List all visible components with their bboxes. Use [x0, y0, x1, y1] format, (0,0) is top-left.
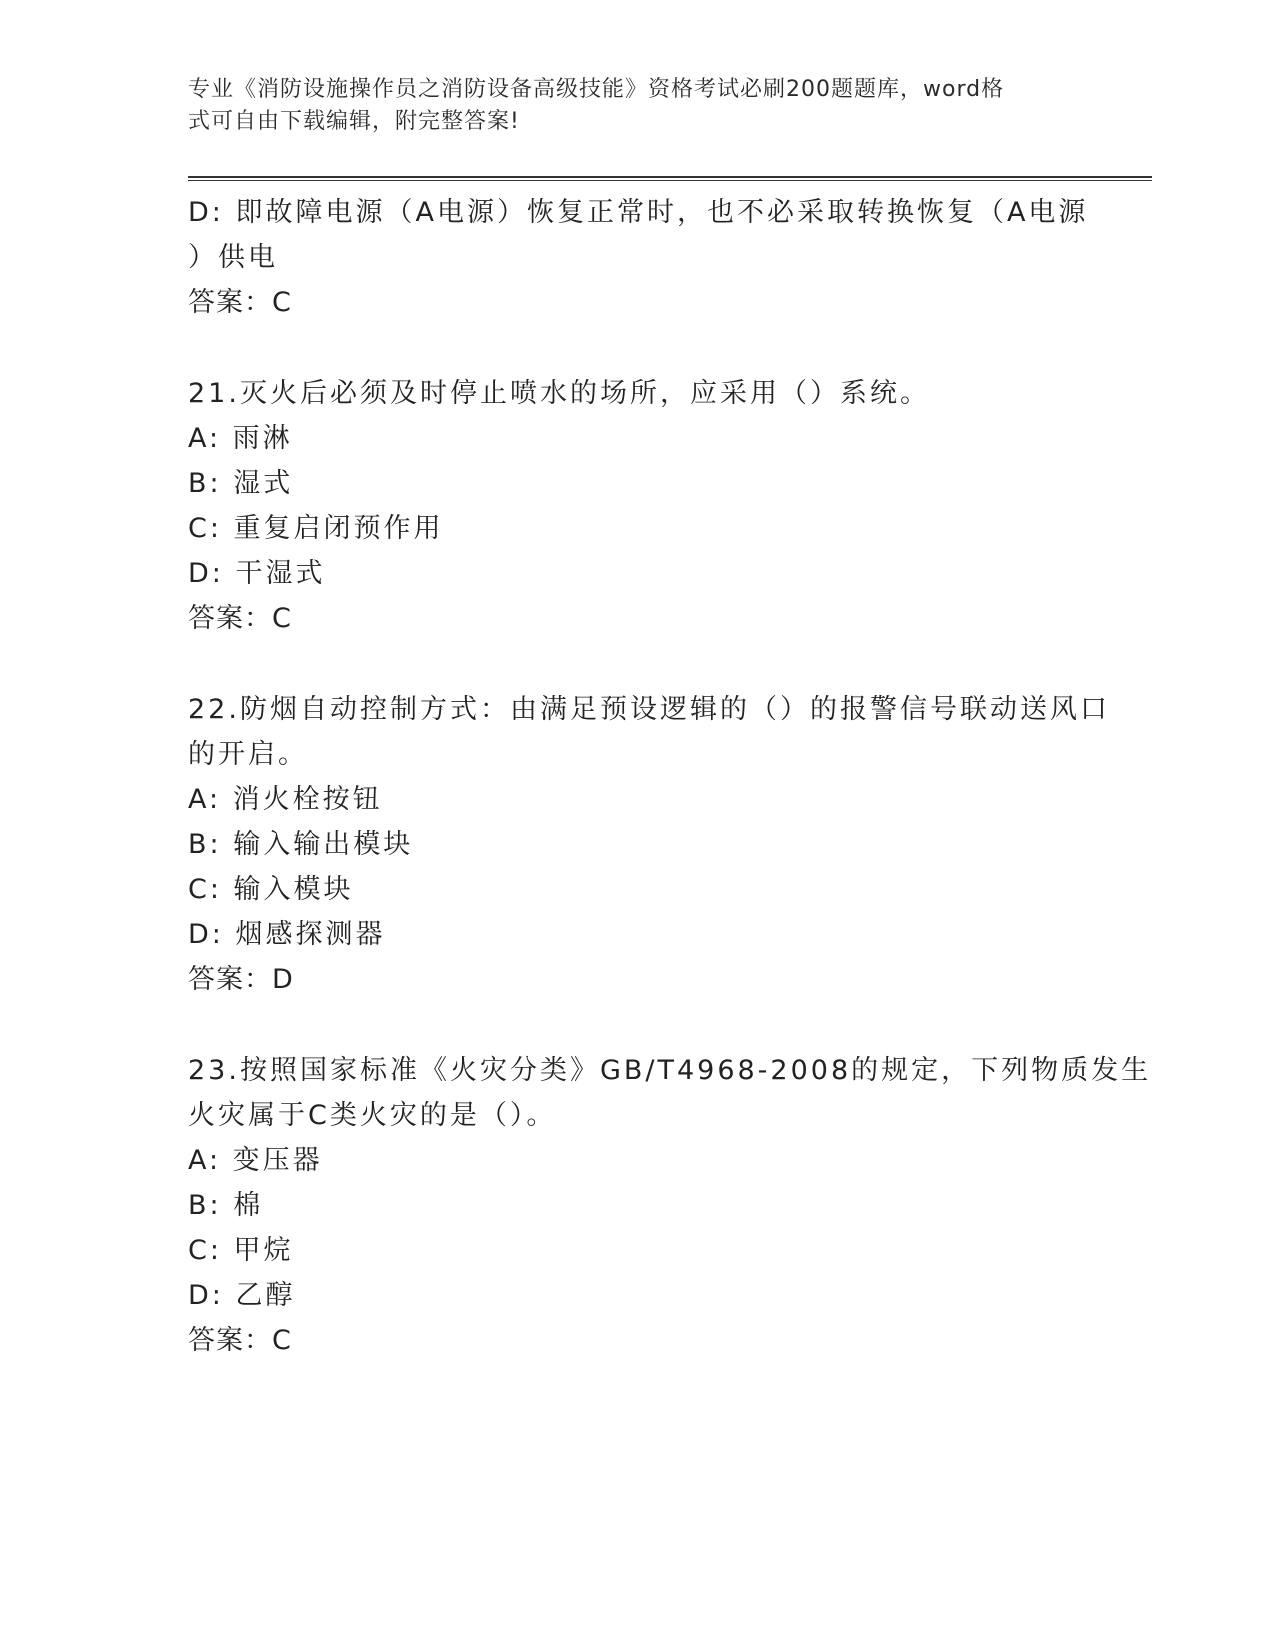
option-d-line-1: D: 即故障电源（A电源）恢复正常时，也不必采取转换恢复（A电源: [188, 197, 1089, 228]
header-divider: [188, 176, 1152, 181]
question-21: [188, 371, 1088, 641]
option-d-line-2: ）供电: [188, 242, 278, 273]
header-line-2: 式可自由下载编辑，附完整答案!: [188, 109, 520, 134]
option-c: C: 重复启闭预作用: [188, 513, 444, 544]
option-d: D: 烟感探测器: [188, 919, 386, 950]
option-b: B: 棉: [188, 1190, 264, 1221]
option-a: A: 雨淋: [188, 423, 293, 454]
question-stem-line-2: 的开启。: [188, 739, 308, 770]
option-a: A: 消火栓按钮: [188, 784, 383, 815]
option-b: B: 输入输出模块: [188, 829, 414, 860]
question-stem-line-2: 火灾属于C类火灾的是（）。: [188, 1100, 557, 1131]
question-stem: 21.灭火后必须及时停止喷水的场所，应采用（）系统。: [188, 378, 930, 409]
option-c: C: 输入模块: [188, 874, 354, 905]
question-stem-line-1: 23.按照国家标准《火灾分类》GB/T4968-2008的规定，下列物质发生: [188, 1055, 1152, 1086]
option-a: A: 变压器: [188, 1145, 323, 1176]
header-line-1: 专业《消防设施操作员之消防设备高级技能》资格考试必刷200题题库，word格: [188, 77, 1005, 102]
option-d: D: 干湿式: [188, 558, 326, 589]
document-header: [188, 74, 1068, 138]
option-d: D: 乙醇: [188, 1280, 296, 1311]
question-stem-line-1: 22.防烟自动控制方式：由满足预设逻辑的（）的报警信号联动送风口: [188, 694, 1110, 725]
question-content: [188, 190, 1152, 1363]
question-23: [188, 1048, 1152, 1363]
option-b: B: 湿式: [188, 468, 294, 499]
answer: 答案：D: [188, 964, 294, 995]
previous-question-tail: [188, 190, 1088, 325]
option-c: C: 甲烷: [188, 1235, 294, 1266]
answer: 答案：C: [188, 287, 292, 318]
answer: 答案：C: [188, 1325, 292, 1356]
answer: 答案：C: [188, 603, 292, 634]
question-22: [188, 687, 1110, 1002]
